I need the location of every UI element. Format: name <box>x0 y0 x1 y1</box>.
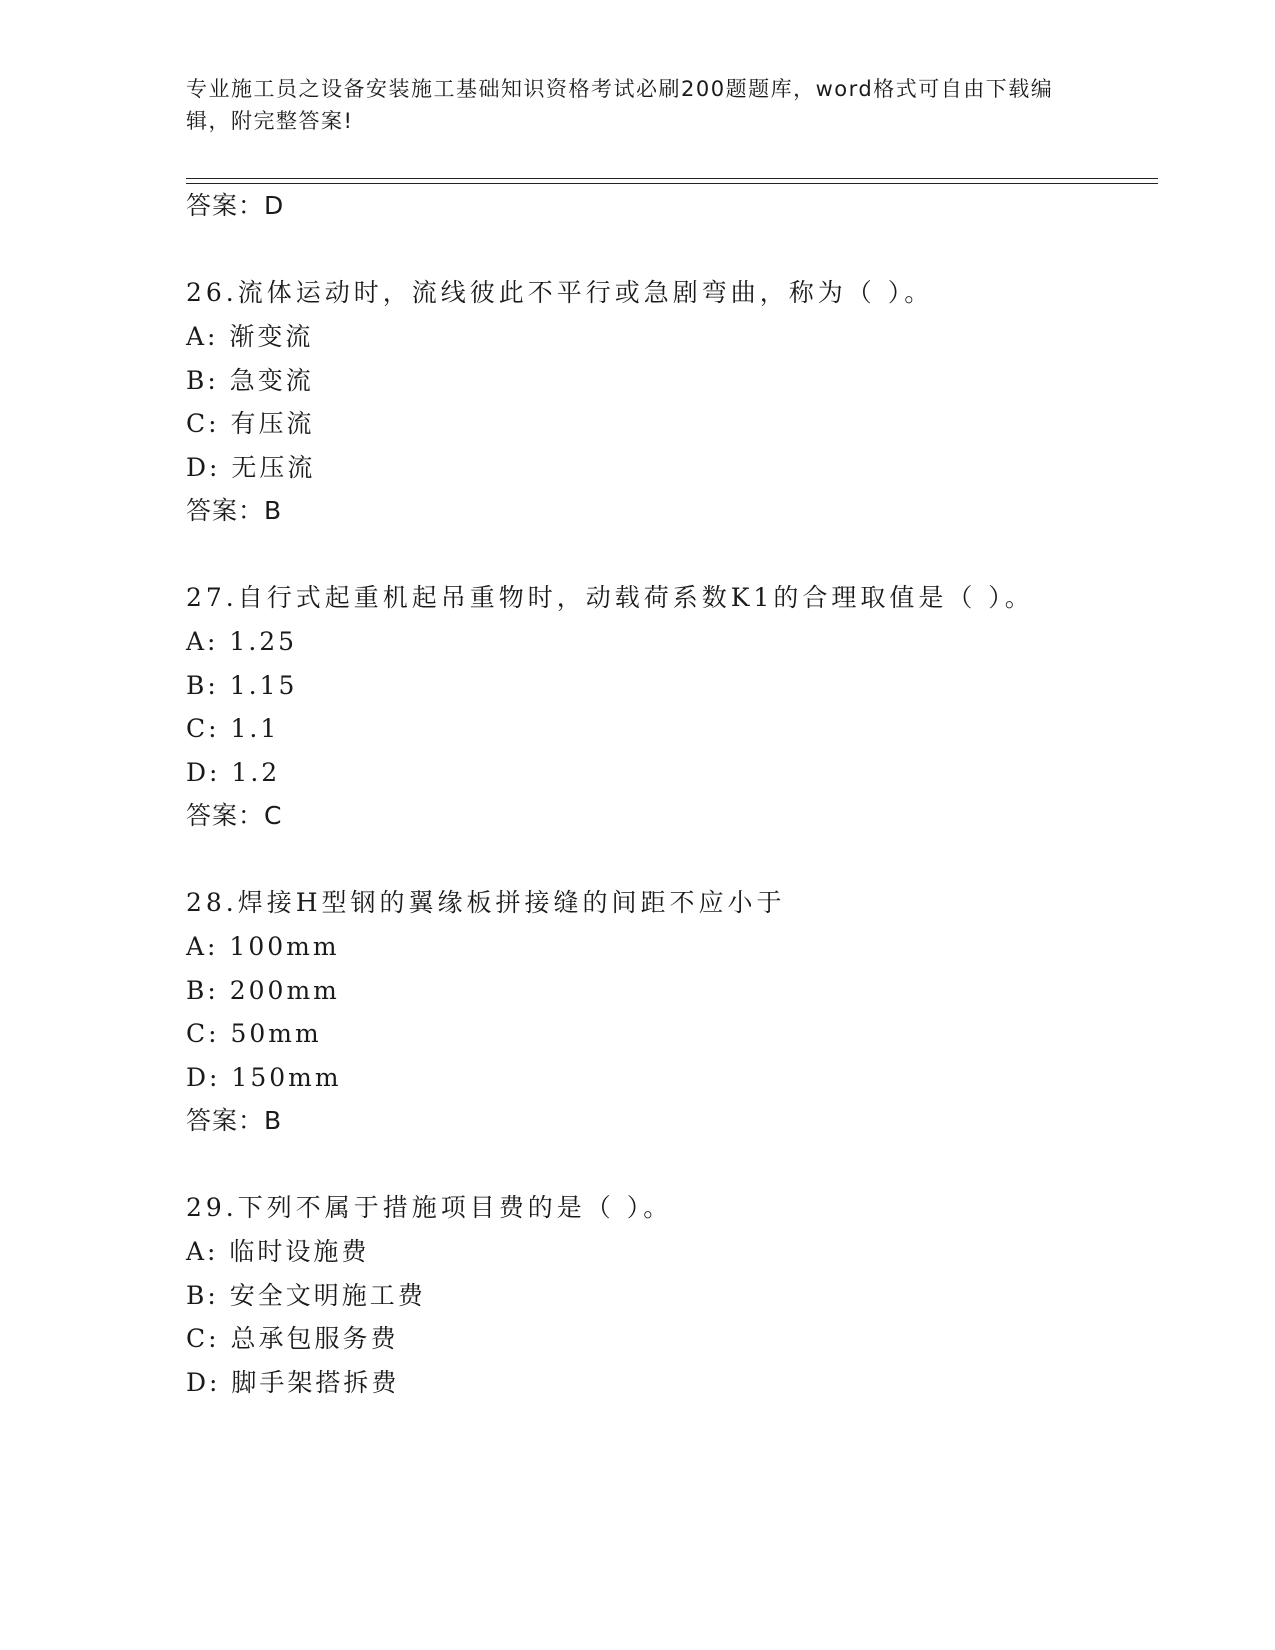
option-b: B: 200mm <box>186 976 340 1005</box>
question-stem: 27.自行式起重机起吊重物时，动载荷系数K1的合理取值是（ ）。 <box>186 583 1034 612</box>
option-a: A: 临时设施费 <box>186 1237 370 1266</box>
question-stem: 28.焊接H型钢的翼缘板拼接缝的间距不应小于 <box>186 888 786 917</box>
option-d: D: 150mm <box>186 1063 342 1092</box>
option-c: C: 50mm <box>186 1019 322 1048</box>
answer: 答案：B <box>186 1106 283 1135</box>
header-divider-top <box>186 178 1158 179</box>
option-c: C: 总承包服务费 <box>186 1324 399 1353</box>
header-divider-bottom <box>186 183 1158 184</box>
option-a: A: 100mm <box>186 932 340 961</box>
option-a: A: 渐变流 <box>186 322 314 351</box>
option-b: B: 安全文明施工费 <box>186 1281 426 1310</box>
option-b: B: 急变流 <box>186 366 314 395</box>
answer: 答案：C <box>186 801 283 830</box>
answer: 答案：B <box>186 496 283 525</box>
question-stem: 29.下列不属于措施项目费的是（ ）。 <box>186 1193 673 1222</box>
option-d: D: 1.2 <box>186 758 281 787</box>
document-header: 专业施工员之设备安装施工基础知识资格考试必刷200题题库，word格式可自由下载编辑，附完整答案! <box>186 77 1054 133</box>
question-stem: 26.流体运动时，流线彼此不平行或急剧弯曲，称为（ ）。 <box>186 278 934 307</box>
option-c: C: 1.1 <box>186 714 280 743</box>
option-a: A: 1.25 <box>186 627 298 656</box>
option-d: D: 无压流 <box>186 453 316 482</box>
previous-answer: 答案：D <box>186 191 285 220</box>
option-b: B: 1.15 <box>186 671 298 700</box>
option-d: D: 脚手架搭拆费 <box>186 1368 400 1397</box>
option-c: C: 有压流 <box>186 409 315 438</box>
